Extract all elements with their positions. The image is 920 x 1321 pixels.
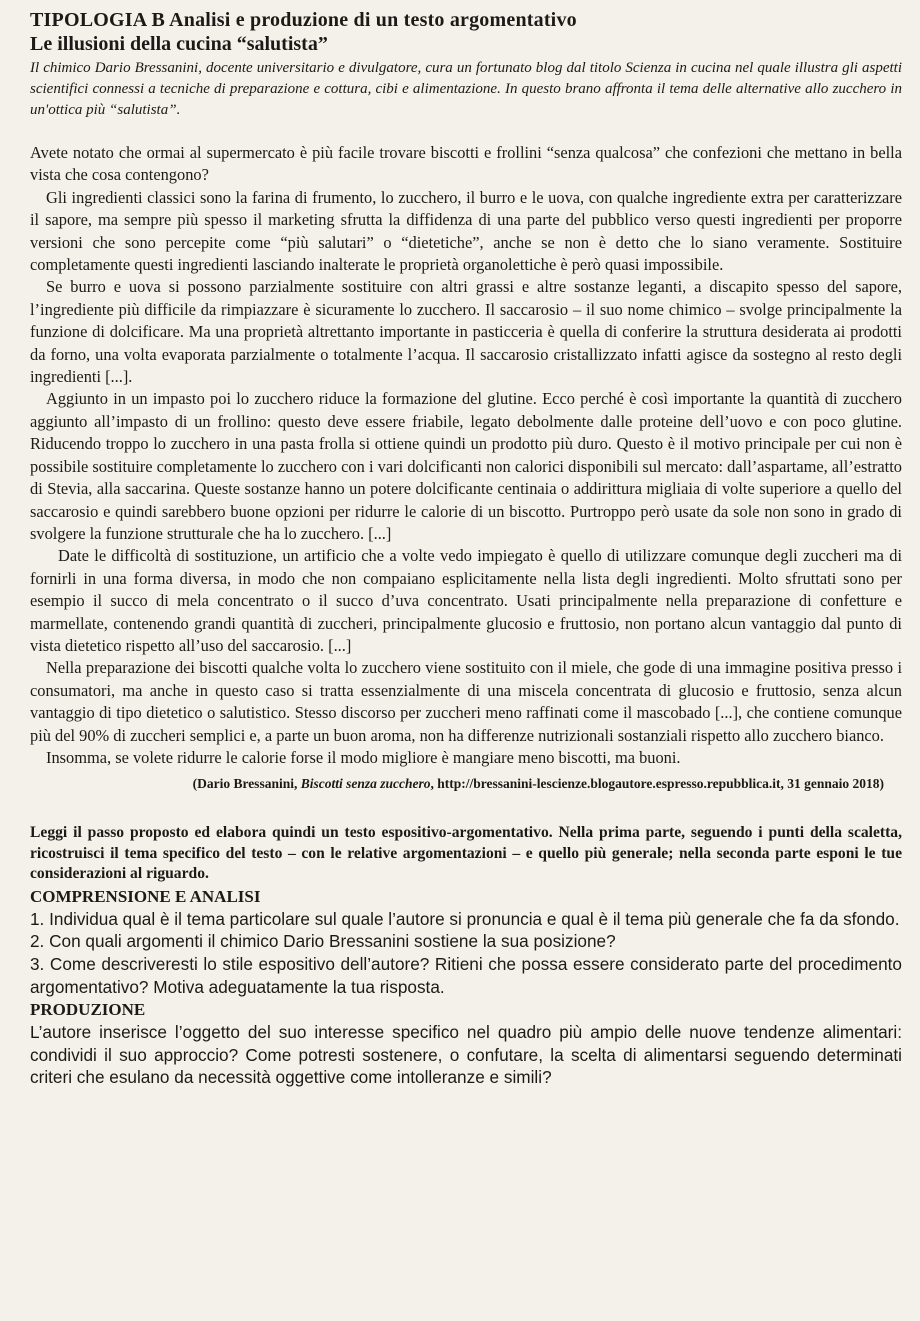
question-item: 2. Con quali argomenti il chimico Dario Bressanini sostiene la sua posizione?: [30, 931, 616, 952]
article-paragraph: Avete notato che ormai al supermercato è più facile trovare biscotti e frollini “senza qualcosa” che confezioni che mettano in bella vista che cosa contengono?: [30, 143, 902, 185]
question-item: 3. Come descriveresti lo stile espositivo dell’autore? Ritieni che possa essere considerato parte del procedimento argomentativo? Motiva adeguatamente la tua risposta.: [30, 954, 902, 997]
citation-work: Biscotti senza zucchero: [300, 776, 431, 792]
article-paragraph: Date le difficoltà di sostituzione, un artificio che a volte vedo impiegato è quello di utilizzare comunque degli zuccheri ma di fornirli in una forma diversa, in modo che non compaiano esplicitamente nella lista degli ingredienti. Molto sfruttati sono per esempio il succo di mela concentrato o il succo d’uva concentrato. Usati principalmente nella preparazione di confetture e marmellate, contenendo grandi quantità di zuccheri, principalmente glucosio e fruttosio, non portano alcun vantaggio dal punto di vista dietetico rispetto all’uso del saccarosio. [...]: [30, 546, 902, 655]
citation-author: (Dario Bressanini,: [192, 776, 301, 792]
article-paragraph: Aggiunto in un impasto poi lo zucchero riduce la formazione del glutine. Ecco perché è così importante la quantità di zucchero aggiunto all’impasto di un frollino: questo deve essere friabile, legato debolmente dalle proteine dell’uovo e con poco glutine. Riducendo troppo lo zucchero in una pasta frolla si ottiene quindi un prodotto più duro. Questo è il motivo principale per cui non è possibile sostituire completamente lo zucchero con i vari dolcificanti non calorici disponibili sul mercato: dall’aspartame, all’estratto di Stevia, alla saccarina. Queste sostanze hanno un potere dolcificante centinaia o addirittura migliaia di volte superiore a quello del saccarosio e quindi sarebbero buone opzioni per ridurre le calorie di un biscotto. Purtroppo però usate da sole non sono in grado di svolgere la funzione strutturale che ha lo zucchero. [...]: [30, 389, 902, 543]
citation-source: , http://bressanini-lescienze.blogautore.espresso.repubblica.it, 31 gennaio 2018): [430, 776, 884, 792]
production-heading: PRODUZIONE: [30, 1000, 146, 1020]
comprehension-heading: COMPRENSIONE E ANALISI: [30, 886, 261, 906]
production-text: L’autore inserisce l’oggetto del suo interesse specifico nel quadro più ampio delle nuove tendenze alimentari: condividi il suo approccio? Come potresti sostenere, o confutare, la scelta di alimentarsi seguendo determinati criteri che esulano da necessità oggettive come intolleranze e simili?: [30, 1022, 902, 1088]
task-instructions: Leggi il passo proposto ed elabora quindi un testo espositivo-argomentativo. Nella prima parte, seguendo i punti della scaletta, ricostruisci il tema specifico del testo – con le relative argomentazioni – e quello più generale; nella seconda parte esponi le tue considerazioni al riguardo.: [30, 824, 902, 883]
article-paragraph: Nella preparazione dei biscotti qualche volta lo zucchero viene sostituito con il miele, che gode di una immagine positiva presso i consumatori, ma anche in questo caso si tratta essenzialmente di una miscela concentrata di glucosio e fruttosio, senza alcun vantaggio di tipo dietetico o salutistico. Stesso discorso per zuccheri meno raffinati come il mascobado [...], che contiene comunque più del 90% di zuccheri semplici e, a parte un buon aroma, non ha differenze nutrizionali sostanziali rispetto allo zucchero bianco.: [30, 658, 902, 745]
intro-paragraph: Il chimico Dario Bressanini, docente universitario e divulgatore, cura un fortunato blog dal titolo Scienza in cucina nel quale illustra gli aspetti scientifici connessi a tecniche di preparazione e cottura, cibi e alimentazione. In questo brano affronta il tema delle alternative allo zucchero in un'ottica più “salutista”.: [30, 60, 902, 118]
comprehension-questions: [30, 908, 902, 998]
document-title: TIPOLOGIA B Analisi e produzione di un testo argomentativo: [30, 9, 577, 31]
article-paragraph: Gli ingredienti classici sono la farina di frumento, lo zucchero, il burro e le uova, con qualche ingrediente extra per caratterizzare il sapore, ma sempre più spesso il marketing sfrutta la diffidenza di una parte del pubblico verso questi ingredienti per proporre versioni che sono percepite come “più salutari” o “dietetiche”, anche se non è detto che lo siano veramente. Sostituire completamente questi ingredienti lasciando inalterate le proprietà organolettiche è però quasi impossibile.: [30, 187, 902, 275]
article-subtitle: Le illusioni della cucina “salutista”: [30, 33, 328, 55]
question-item: 1. Individua qual è il tema particolare sul quale l’autore si pronuncia e qual è il tema più generale che fa da sfondo.: [30, 908, 900, 929]
production-section: [30, 1021, 902, 1089]
article-paragraph: Insomma, se volete ridurre le calorie forse il modo migliore è mangiare meno biscotti, ma buoni.: [46, 747, 681, 767]
citation: [30, 775, 884, 793]
article-body: [30, 142, 902, 769]
article-paragraph: Se burro e uova si possono parzialmente sostituire con altri grassi e altre sostanze leganti, a discapito spesso del sapore, l’ingrediente più difficile da rimpiazzare è sicuramente lo zucchero. Il saccarosio – il suo nome chimico – svolge principalmente la funzione di dolcificare. Ma una proprietà altrettanto importante in pasticceria è quella di conferire la struttura desiderata ai prodotti da forno, una volta evaporata parzialmente o totalmente l’acqua. Il saccarosio cristallizzato infatti agisce da sostegno al resto degli ingredienti [...].: [30, 277, 902, 387]
